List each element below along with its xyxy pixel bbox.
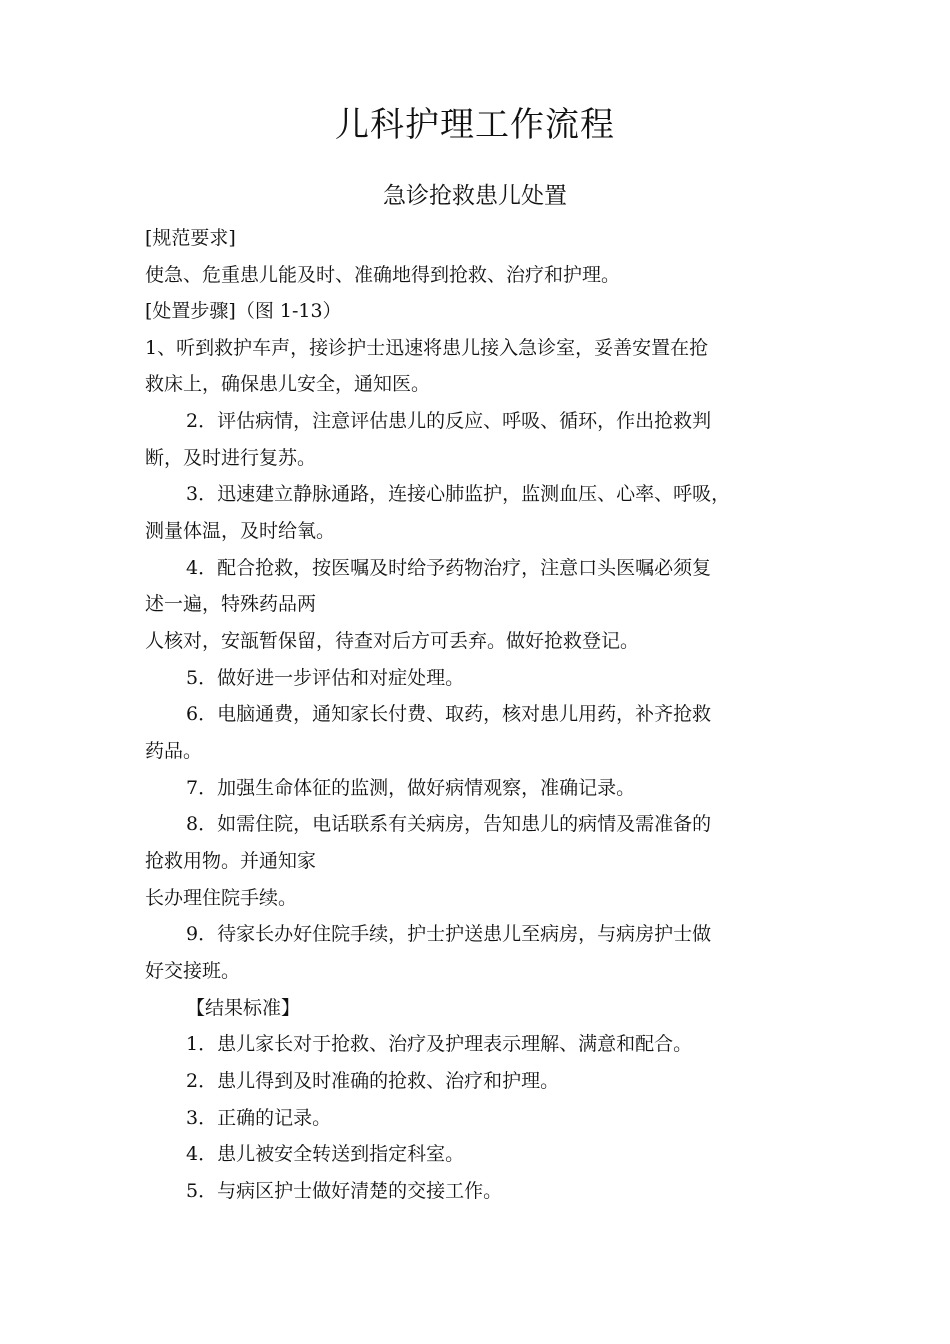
step-2-line-1: 2．评估病情，注意评估患儿的反应、呼吸、循环，作出抢救判	[186, 410, 712, 432]
result-5: 5．与病区护士做好清楚的交接工作。	[186, 1180, 503, 1202]
step-7-line-1: 7．加强生命体征的监测，做好病情观察，准确记录。	[186, 777, 636, 799]
step-6-line-2: 药品。	[145, 740, 203, 762]
result-1: 1．患儿家长对于抢救、治疗及护理表示理解、满意和配合。	[186, 1033, 693, 1055]
requirements-text: 使急、危重患儿能及时、准确地得到抢救、治疗和护理。	[145, 264, 621, 286]
step-3-line-2: 测量体温，及时给氧。	[145, 520, 336, 542]
section-title: 急诊抢救患儿处置	[383, 183, 567, 209]
step-2-line-2: 断，及时进行复苏。	[145, 447, 317, 469]
step-9-line-1: 9．待家长办好住院手续，护士护送患儿至病房，与病房护士做	[186, 923, 712, 945]
section-heading-results: 【结果标准】	[186, 997, 301, 1019]
step-1-line-1: 1、听到救护车声，接诊护士迅速将患儿接入急诊室，妥善安置在抢	[145, 337, 709, 359]
step-4-line-3: 人核对，安瓿暂保留，待查对后方可丢弃。做好抢救登记。	[145, 630, 640, 652]
result-3: 3．正确的记录。	[186, 1107, 332, 1129]
step-1-line-2: 救床上，确保患儿安全，通知医。	[145, 373, 431, 395]
result-2: 2．患儿得到及时准确的抢救、治疗和护理。	[186, 1070, 560, 1092]
step-6-line-1: 6．电脑通费，通知家长付费、取药，核对患儿用药，补齐抢救	[186, 703, 712, 725]
step-4-line-2: 述一遍，特殊药品两	[145, 593, 317, 615]
step-8-line-1: 8．如需住院，电话联系有关病房，告知患儿的病情及需准备的	[186, 813, 712, 835]
result-4: 4．患儿被安全转送到指定科室。	[186, 1143, 465, 1165]
step-8-line-2: 抢救用物。并通知家	[145, 850, 317, 872]
step-5-line-1: 5．做好进一步评估和对症处理。	[186, 667, 465, 689]
step-8-line-3: 长办理住院手续。	[145, 887, 298, 909]
section-heading-steps: [处置步骤]（图 1-13）	[145, 300, 342, 322]
section-heading-requirements: [规范要求]	[145, 227, 236, 249]
step-9-line-2: 好交接班。	[145, 960, 241, 982]
document-title: 儿科护理工作流程	[335, 105, 615, 145]
step-3-line-1: 3．迅速建立静脉通路，连接心肺监护，监测血压、心率、呼吸，	[186, 483, 731, 505]
step-4-line-1: 4．配合抢救，按医嘱及时给予药物治疗，注意口头医嘱必须复	[186, 557, 712, 579]
